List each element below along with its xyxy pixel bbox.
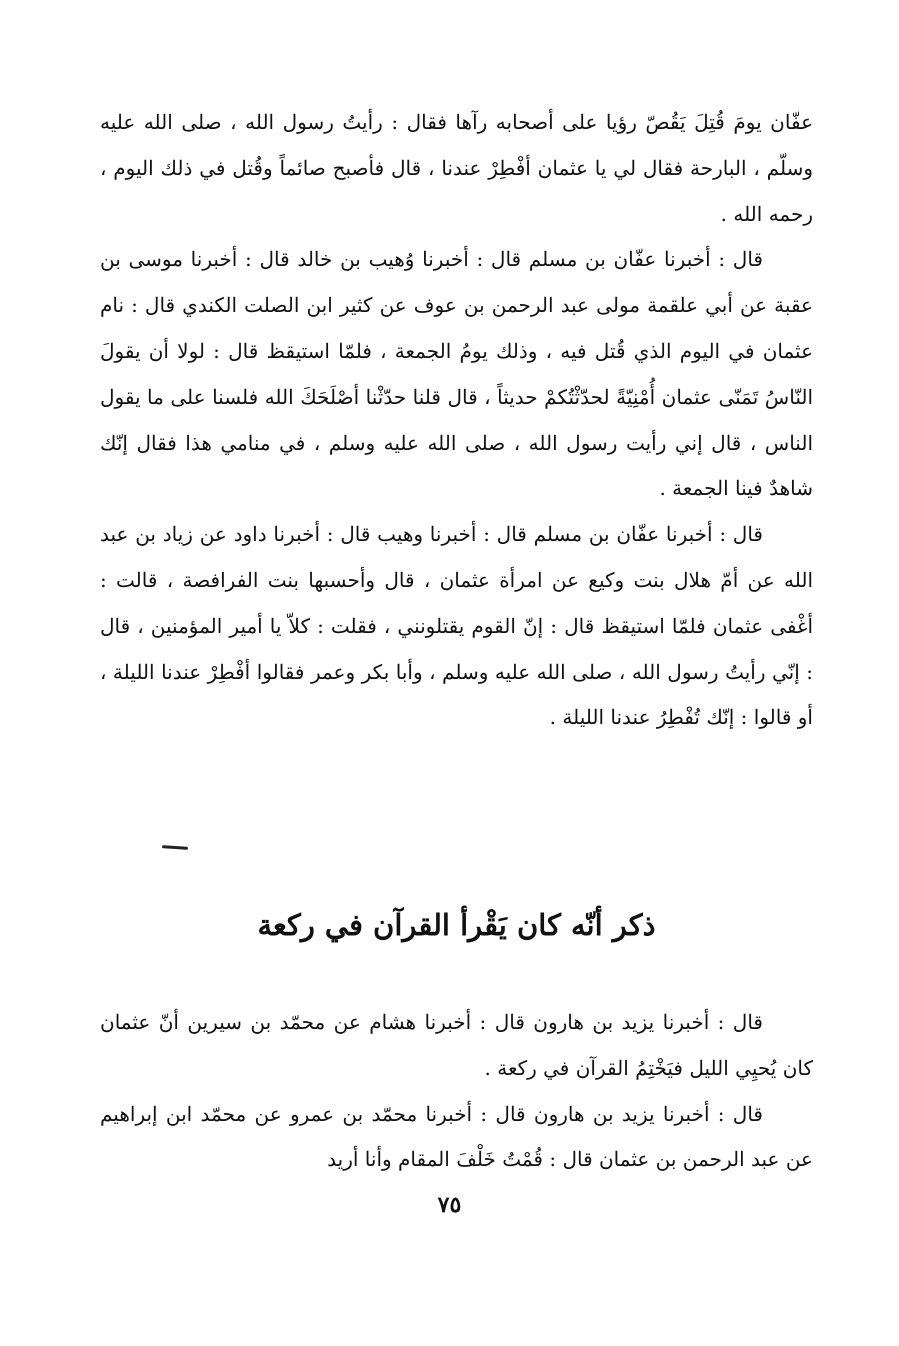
- paragraph: قال : أخبرنا يزيد بن هارون قال : أخبرنا هشام عن محمّد بن سيرين أنّ عثمان كان يُحيِي الليل فيَخْتِمُ القرآن في ركعة .: [100, 1010, 813, 1080]
- paragraph: قال : أخبرنا عفّان بن مسلم قال : أخبرنا وهيب قال : أخبرنا داود عن زياد بن عبد الله عن أمّ هلال بنت وكيع عن امرأة عثمان ، قال وأحسبها بنت الفرافصة ، قالت : أغْفى عثمان فلمّا استيقظ قال : إنّ القوم يقتلونني ، فقلت : كلاّ يا أمير المؤمنين ، قال : إنّي رأيتُ رسول الله ، صلى الله عليه وسلم ، وأبا بكر وعمر فقالوا أفْطِرْ عندنا الليلة ، أو قالوا : إنّك تُفْطِرُ عندنا الليلة .: [100, 522, 813, 730]
- page-number: ٧٥: [437, 1192, 462, 1218]
- paragraph-continuation: عفّان يومَ قُتِلَ يَقُصّ رؤيا على أصحابه رآها فقال : رأيتُ رسول الله ، صلى الله عليه وسلّم ، البارحة فقال لي يا عثمان أفْطِرْ عندنا ، قال فأصبح صائماً وقُتل في ذلك اليوم ، رحمه الله .: [100, 110, 813, 226]
- text-block-bottom: [100, 1000, 813, 1183]
- text-block-top: [100, 100, 813, 741]
- section-heading: ذكر أنّه كان يَقْرأ القرآن في ركعة: [257, 908, 656, 942]
- ink-mark: [162, 845, 188, 850]
- paragraph: قال : أخبرنا يزيد بن هارون قال : أخبرنا محمّد بن عمرو عن محمّد ابن إبراهيم عن عبد الرحمن بن عثمان قال : قُمْتُ خَلْفَ المقام وأنا أريد: [100, 1101, 813, 1172]
- paragraph: قال : أخبرنا عفّان بن مسلم قال : أخبرنا وُهيب بن خالد قال : أخبرنا موسى بن عقبة عن أبي علقمة مولى عبد الرحمن بن عوف عن كثير ابن الصلت الكندي قال : نام عثمان في اليوم الذي قُتل فيه ، وذلك يومُ الجمعة ، فلمّا استيقظ قال : لولا أن يقولَ النّاسُ تَمَنّى عثمان أُمْنِيّةً لحدّثْتُكمْ حديثاً ، قال قلنا حدّثْنا أصْلَحَكَ الله فلسنا على ما يقول الناس ، قال إني رأيت رسول الله ، صلى الله عليه وسلم ، في منامي هذا فقال إنّك شاهدٌ فينا الجمعة .: [100, 247, 814, 501]
